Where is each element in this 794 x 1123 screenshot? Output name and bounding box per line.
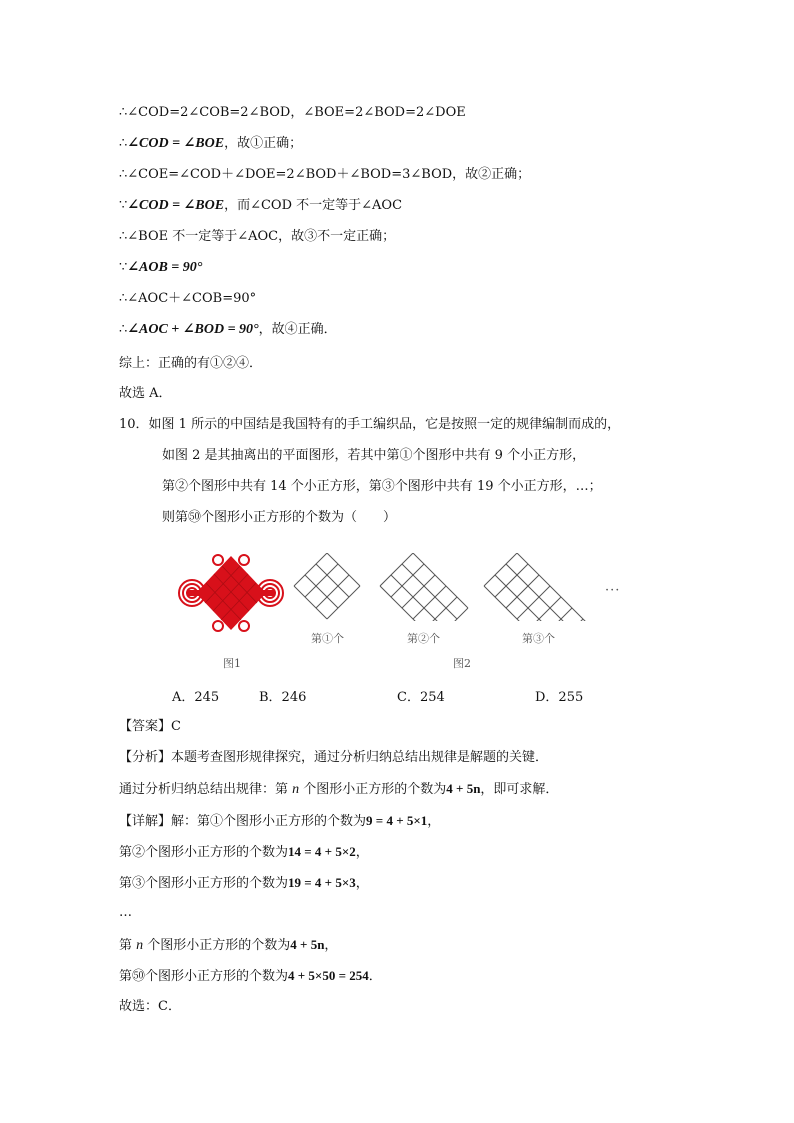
chinese-knot-image — [176, 552, 286, 634]
analysis-text: 通过分析归纳总结出规律：第 — [119, 782, 293, 797]
final-answer-line: 故选：C． — [119, 999, 181, 1014]
question-10-line-4: 则第㊿个图形小正方形的个数为（ ） — [162, 510, 397, 525]
detail-label: 【详解】 — [119, 814, 172, 829]
proof-line-3: ∴∠COE=∠COD＋∠DOE=2∠BOD＋∠BOD=3∠BOD，故②正确； — [119, 167, 531, 182]
detail-line-1 — [119, 812, 440, 831]
proof-line-1: ∴∠COD=2∠COB=2∠BOD，∠BOE=2∠BOD=2∠DOE — [119, 105, 466, 120]
grid-line — [413, 553, 468, 608]
grid-line — [402, 564, 457, 619]
question-number: 10． — [119, 417, 149, 432]
option-a: A．245 — [172, 690, 220, 705]
detail-text: ． — [368, 969, 382, 984]
analysis-label: 【分析】 — [119, 750, 172, 765]
formula-aob-90: ∠AOB = 90° — [127, 260, 203, 275]
detail-dots: … — [119, 905, 132, 920]
detail-line-5 — [119, 936, 337, 955]
grid-line — [506, 564, 583, 621]
analysis-line-2 — [119, 780, 558, 799]
choose-a-line: 故选 A． — [119, 386, 172, 401]
proof-line-8 — [119, 321, 337, 339]
formula-aoc-bod-90: ∠AOC + ∠BOD = 90° — [127, 322, 259, 337]
detail-line-3 — [119, 874, 369, 893]
formula-254: 4 + 5×50 = 254 — [288, 968, 369, 983]
variable-n: n — [136, 938, 144, 953]
ellipsis: ··· — [605, 583, 621, 598]
answer-value: C — [171, 719, 181, 734]
formula-cod-eq-boe: ∠COD = ∠BOE — [127, 136, 225, 151]
detail-text: 个图形小正方形的个数为 — [143, 938, 291, 953]
therefore-symbol: ∴ — [119, 136, 128, 151]
detail-text: 第②个图形小正方形的个数为 — [119, 845, 289, 860]
proof-text: ，故①正确； — [224, 136, 303, 151]
proof-line-7: ∴∠AOC＋∠COB=90° — [119, 291, 257, 306]
detail-text: 第㊿个图形小正方形的个数为 — [119, 969, 289, 984]
summary-line: 综上：正确的有①②④． — [119, 356, 263, 371]
fig2-label: 图2 — [453, 657, 471, 670]
detail-text: 第③个图形小正方形的个数为 — [119, 876, 289, 891]
option-c: C．254 — [397, 690, 445, 705]
formula-4-plus-5n: 4 + 5n — [290, 937, 325, 952]
analysis-text: ，即可求解． — [480, 782, 559, 797]
fig1-label: 图1 — [223, 657, 241, 670]
detail-line-6 — [119, 967, 382, 986]
detail-line-2 — [119, 843, 369, 862]
proof-line-6 — [119, 259, 202, 277]
shape-label-1: 第①个 — [311, 632, 344, 645]
grid-shape-3 — [483, 553, 595, 621]
formula-cod-eq-boe-2: ∠COD = ∠BOE — [127, 198, 225, 213]
formula-9: 9 = 4 + 5×1 — [366, 813, 428, 828]
shape-label-2: 第②个 — [407, 632, 440, 645]
option-b: B．246 — [259, 690, 307, 705]
because-symbol: ∵ — [119, 198, 128, 213]
answer-line — [119, 718, 181, 736]
grid-shape-1 — [293, 553, 361, 621]
option-d: D．255 — [535, 690, 584, 705]
analysis-text: 本题考查图形规律探究，通过分析归纳总结出规律是解题的关键． — [171, 750, 549, 765]
grid-shape-2 — [379, 553, 469, 621]
question-10-line-3: 第②个图形中共有 14 个小正方形，第③个图形中共有 19 个小正方形，…； — [162, 479, 602, 494]
variable-n: n — [292, 782, 300, 797]
shape-label-3: 第③个 — [522, 632, 555, 645]
therefore-symbol: ∴ — [119, 322, 128, 337]
formula-14: 14 = 4 + 5×2 — [288, 844, 356, 859]
question-10-line-1 — [119, 416, 620, 434]
detail-text: 解：第①个图形小正方形的个数为 — [171, 814, 367, 829]
question-text: 如图 1 所示的中国结是我国特有的手工编织品，它是按照一定的规律编制而成的， — [148, 417, 621, 432]
question-10-line-2: 如图 2 是其抽离出的平面图形，若其中第①个图形中共有 9 个小正方形， — [162, 448, 586, 463]
proof-line-5: ∴∠BOE 不一定等于∠AOC，故③不一定正确； — [119, 229, 396, 244]
grid-line — [550, 619, 583, 621]
grid-line — [424, 597, 457, 621]
detail-text: ， — [355, 876, 369, 891]
detail-text: ， — [324, 938, 338, 953]
detail-text: ， — [427, 814, 441, 829]
formula-19: 19 = 4 + 5×3 — [288, 875, 356, 890]
detail-text: ， — [355, 845, 369, 860]
detail-text: 第 — [119, 938, 137, 953]
answer-label: 【答案】 — [119, 719, 172, 734]
proof-text: ，故④正确． — [258, 322, 337, 337]
because-symbol: ∵ — [119, 260, 128, 275]
proof-line-2 — [119, 135, 302, 153]
grid-line — [528, 597, 561, 621]
analysis-text: 个图形小正方形的个数为 — [299, 782, 447, 797]
formula-4-plus-5n: 4 + 5n — [446, 781, 481, 796]
analysis-line-1 — [119, 749, 548, 767]
proof-text: ，而∠COD 不一定等于∠AOC — [224, 198, 403, 213]
proof-line-4 — [119, 197, 402, 215]
